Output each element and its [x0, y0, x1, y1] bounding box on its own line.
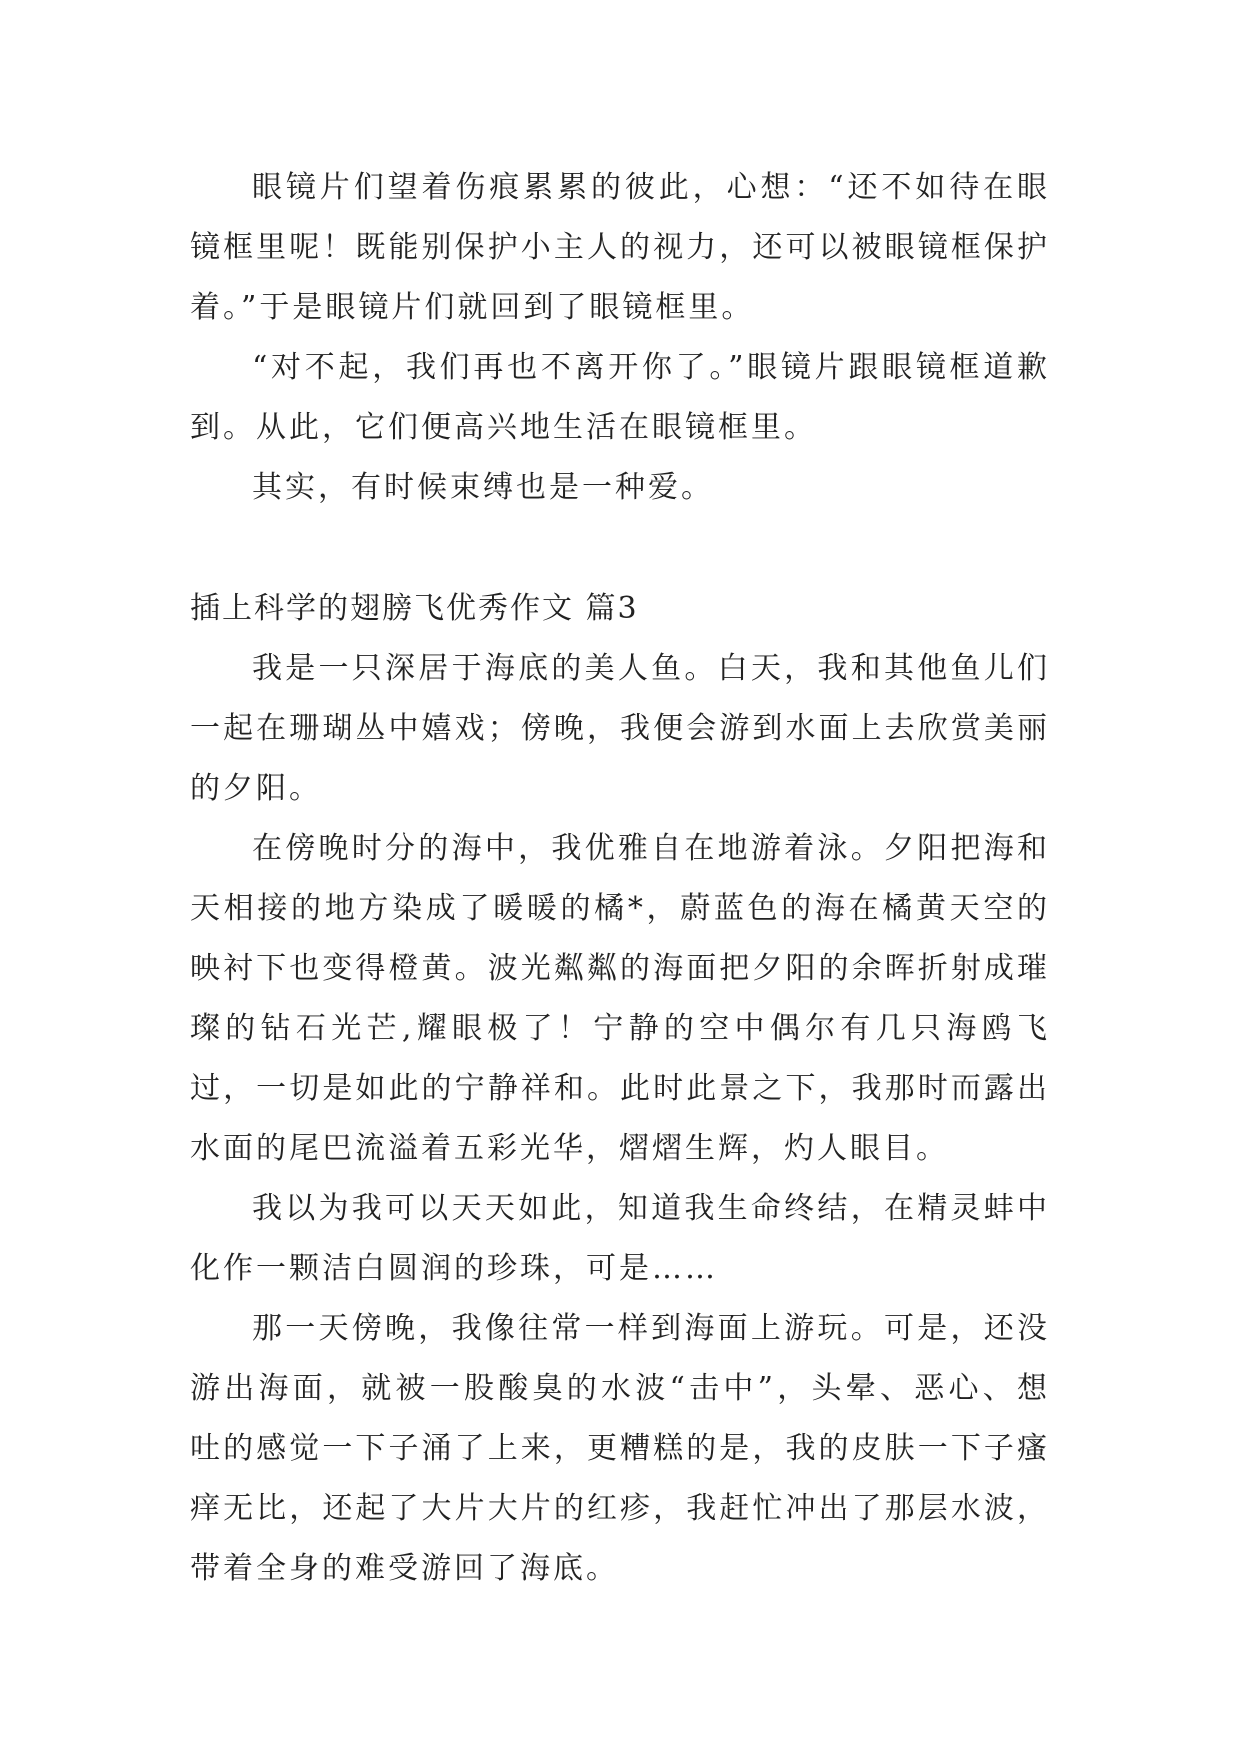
paragraph: “对不起，我们再也不离开你了。”眼镜片跟眼镜框道歉到。从此，它们便高兴地生活在眼镜框里。 [190, 350, 1050, 445]
paragraph: 眼镜片们望着伤痕累累的彼此，心想：“还不如待在眼镜框里呢！既能别保护小主人的视力，还可以被眼镜框保护着。”于是眼镜片们就回到了眼镜框里。 [190, 170, 1050, 325]
paragraph: 那一天傍晚，我像往常一样到海面上游玩。可是，还没游出海面，就被一股酸臭的水波“击中”，头晕、恶心、想吐的感觉一下子涌了上来，更糟糕的是，我的皮肤一下子瘙痒无比，还起了大片大片的红疹，我赶忙冲出了那层水波，带着全身的难受游回了海底。 [190, 1311, 1050, 1586]
paragraph: 我是一只深居于海底的美人鱼。白天，我和其他鱼儿们一起在珊瑚丛中嬉戏；傍晚，我便会游到水面上去欣赏美丽的夕阳。 [190, 651, 1050, 806]
paragraph: 在傍晚时分的海中，我优雅自在地游着泳。夕阳把海和天相接的地方染成了暖暖的橘*，蔚蓝色的海在橘黄天空的映衬下也变得橙黄。波光粼粼的海面把夕阳的余晖折射成璀璨的钻石光芒,耀眼极了！宁静的空中偶尔有几只海鸥飞过，一切是如此的宁静祥和。此时此景之下，我那时而露出水面的尾巴流溢着五彩光华，熠熠生辉，灼人眼目。 [190, 831, 1050, 1166]
paragraph: 其实，有时候束缚也是一种爱。 [252, 470, 714, 505]
document-body [190, 158, 1050, 1599]
section-heading: 插上科学的翅膀飞优秀作文 篇3 [190, 591, 639, 626]
paragraph: 我以为我可以天天如此，知道我生命终结，在精灵蚌中化作一颗洁白圆润的珍珠，可是…… [190, 1191, 1050, 1286]
